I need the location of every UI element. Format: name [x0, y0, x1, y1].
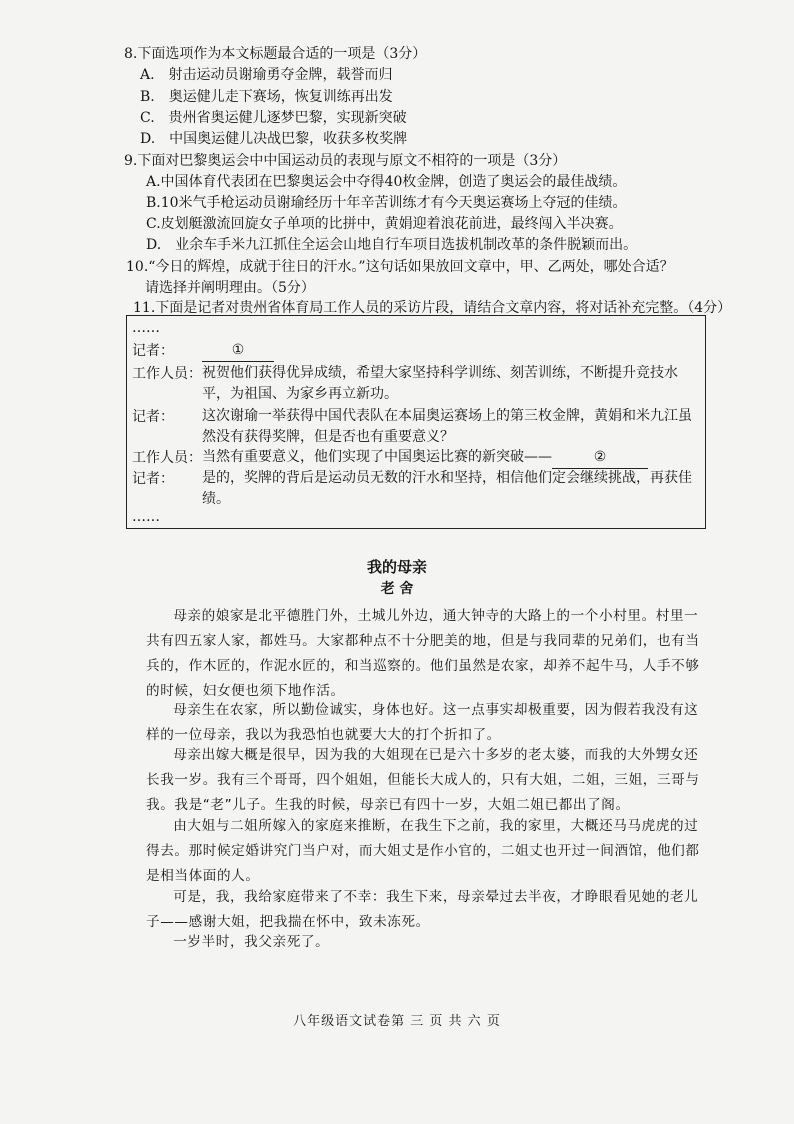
reporter-label-3: 记者： — [132, 471, 174, 487]
q11-stem: 11.下面是记者对贵州省体育局工作人员的采访片段，请结合文章内容，将对话补充完整。（4分） — [133, 300, 732, 316]
reporter-reply-3: 是的，奖牌的背后是运动员无数的汗水和坚持，相信他们定会继续挑战，再获佳绩。 — [202, 470, 692, 507]
essay-paragraph-3: 母亲出嫁大概是很早，因为我的大姐现在已是六十多岁的老太婆，而我的大外甥女还长我一岁。我有三个哥哥，四个姐姐，但能长大成人的，只有大姐，二姐，三姐，三哥与我。我是“老”儿子。生我的时候，母亲已有四十一岁，大姐二姐已都出了阁。 — [146, 747, 700, 813]
reporter-label-1: 记者： — [132, 343, 174, 359]
essay-paragraph-2: 母亲生在农家，所以勤俭诚实，身体也好。这一点事实却极重要，因为假若我没有这样的一位母亲，我以为我恐怕也就要大大的打个折扣了。 — [146, 702, 699, 743]
essay-paragraph-5: 可是，我，我给家庭带来了不幸：我生下来，母亲晕过去半夜，才睁眼看见她的老儿子——感谢大姐，把我揣在怀中，致未冻死。 — [146, 889, 699, 930]
staff-label-2: 工作人员： — [132, 450, 202, 466]
q8-option-a: A. 射击运动员谢瑜勇夺金牌，载誉而归 — [140, 67, 393, 83]
q9-stem: 9.下面对巴黎奥运会中中国运动员的表现与原文不相符的一项是（3分） — [124, 153, 567, 169]
essay-paragraph-4: 由大姐与二姐所嫁入的家庭来推断，在我生下之前，我的家里，大概还马马虎虎的过得去。那时候定婚讲究门当户对，而大姐丈是作小官的，二姐丈也开过一间酒馆，他们都是相当体面的人。 — [146, 818, 700, 884]
ellipsis-top: …… — [132, 320, 160, 336]
staff-label-1: 工作人员： — [132, 366, 202, 382]
q8-option-c: C. 贵州省奥运健儿逐梦巴黎，实现新突破 — [140, 110, 407, 126]
answer-blank-1[interactable]: ① — [202, 340, 274, 362]
essay-paragraph-1: 母亲的娘家是北平德胜门外，土城儿外边，通大钟寺的大路上的一个小村里。村里一共有四五家人家，都姓马。大家都种点不十分肥美的地，但是与我同辈的兄弟们，也有当兵的，作木匠的，作泥水匠的，和当巡察的。他们虽然是农家，却养不起牛马，人手不够的时候，妇女便也须下地作活。 — [146, 608, 700, 699]
essay-author: 老 舍 — [380, 581, 414, 597]
staff-reply-2: 当然有重要意义，他们实现了中国奥运比赛的新突破—— — [202, 449, 552, 465]
essay-title: 我的母亲 — [366, 558, 427, 576]
staff-reply-1: 祝贺他们获得优异成绩，希望大家坚持科学训练、刻苦训练，不断提升竞技水平，为祖国、为家乡再立新功。 — [202, 365, 678, 402]
ellipsis-bottom: …… — [132, 509, 160, 525]
q10-stem: 10.“今日的辉煌，成就于往日的汗水。”这句话如果放回文章中，甲、乙两处，哪处合适？ — [126, 259, 674, 275]
reporter-label-2: 记者： — [132, 409, 174, 425]
page-footer: 八年级语文试卷第 三 页 共 六 页 — [293, 1014, 501, 1029]
q9-option-a: A.中国体育代表团在巴黎奥运会中夺得40枚金牌，创造了奥运会的最佳战绩。 — [146, 174, 627, 190]
staff-reply-2-line — [202, 447, 697, 469]
q9-option-b: B.10米气手枪运动员谢瑜经历十年辛苦训练才有今天奥运赛场上夺冠的佳绩。 — [146, 195, 627, 211]
answer-blank-2[interactable]: ② — [552, 447, 648, 469]
essay-paragraph-6: 一岁半时，我父亲死了。 — [173, 934, 330, 950]
q8-option-b: B. 奥运健儿走下赛场，恢复训练再出发 — [140, 89, 393, 105]
q8-stem: 8.下面选项作为本文标题最合适的一项是（3分） — [124, 46, 427, 62]
q9-option-d: D. 业余车手米九江抓住全运会山地自行车项目选拔机制改革的条件脱颖而出。 — [146, 237, 638, 253]
q9-option-c: C.皮划艇激流回旋女子单项的比拼中，黄娟迎着浪花前进，最终闯入半决赛。 — [146, 216, 623, 232]
q10-stem-cont: 请选择并阐明理由。（5分） — [145, 280, 315, 296]
q8-option-d: D. 中国奥运健儿决战巴黎，收获多枚奖牌 — [140, 131, 408, 147]
reporter-question-2: 这次谢瑜一举获得中国代表队在本届奥运赛场上的第三枚金牌，黄娟和米九江虽然没有获得奖牌，但是否也有重要意义？ — [202, 408, 692, 445]
answer-blank-1-line[interactable] — [202, 340, 697, 362]
